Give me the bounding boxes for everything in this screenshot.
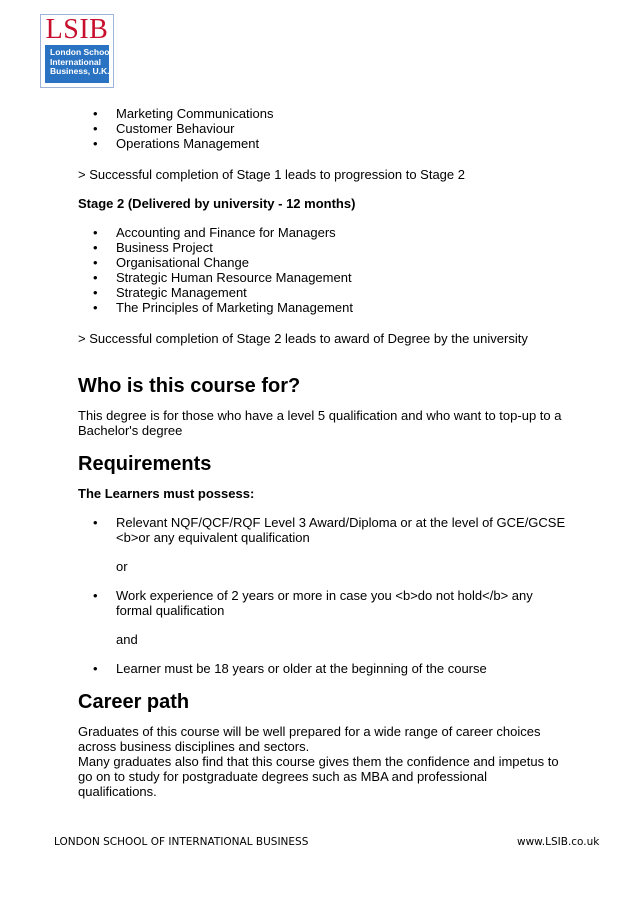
connector-or: or bbox=[116, 559, 128, 574]
requirements-list bbox=[78, 588, 568, 618]
stage1-progression-note: > Successful completion of Stage 1 leads to progression to Stage 2 bbox=[78, 167, 465, 182]
requirements-list bbox=[78, 661, 568, 676]
career-heading: Career path bbox=[78, 691, 190, 713]
list-item: • Strategic Management bbox=[78, 285, 568, 300]
requirements-list bbox=[78, 515, 568, 545]
list-item: • Customer Behaviour bbox=[78, 121, 568, 136]
requirements-heading: Requirements bbox=[78, 453, 212, 475]
logo-line: London School of bbox=[50, 47, 123, 57]
stage1-module-list bbox=[78, 106, 568, 151]
logo-subtitle-box bbox=[45, 45, 123, 83]
list-item: • Operations Management bbox=[78, 136, 568, 151]
list-item: • Relevant NQF/QCF/RQF Level 3 Award/Diploma or at the level of GCE/GCSE <b>or any equivalent qualification bbox=[78, 515, 568, 545]
document-body bbox=[78, 106, 568, 799]
stage2-module-list bbox=[78, 225, 568, 315]
list-item: • Strategic Human Resource Management bbox=[78, 270, 568, 285]
connector-and: and bbox=[116, 632, 138, 647]
list-item: • Organisational Change bbox=[78, 255, 568, 270]
list-item: • Work experience of 2 years or more in case you <b>do not hold</b> any formal qualification bbox=[78, 588, 568, 618]
stage2-progression-note: > Successful completion of Stage 2 leads to award of Degree by the university bbox=[78, 331, 528, 346]
list-item: • Learner must be 18 years or older at the beginning of the course bbox=[78, 661, 568, 676]
lsib-logo bbox=[40, 14, 123, 88]
who-heading: Who is this course for? bbox=[78, 375, 301, 397]
list-item: • Marketing Communications bbox=[78, 106, 568, 121]
requirements-subheading: The Learners must possess: bbox=[78, 486, 255, 501]
list-item: • Business Project bbox=[78, 240, 568, 255]
stage2-heading: Stage 2 (Delivered by university - 12 months) bbox=[78, 196, 356, 211]
career-para-2: Many graduates also find that this course gives them the confidence and impetus to go on to study for postgraduate degrees such as MBA and professional qualifications. bbox=[78, 754, 559, 799]
list-item: • The Principles of Marketing Management bbox=[78, 300, 568, 315]
list-item: • Accounting and Finance for Managers bbox=[78, 225, 568, 240]
career-para-1: Graduates of this course will be well prepared for a wide range of career choices across business disciplines and sectors. bbox=[78, 724, 541, 754]
footer-school-name: LONDON SCHOOL OF INTERNATIONAL BUSINESS bbox=[54, 836, 309, 848]
logo-title: LSIB bbox=[45, 14, 109, 45]
who-text: This degree is for those who have a level 5 qualification and who want to top-up to a Bachelor's degree bbox=[78, 408, 562, 438]
footer-website: www.LSIB.co.uk bbox=[517, 836, 600, 848]
logo-line: Business, U.K. bbox=[50, 66, 110, 76]
logo-line: International bbox=[50, 56, 102, 67]
